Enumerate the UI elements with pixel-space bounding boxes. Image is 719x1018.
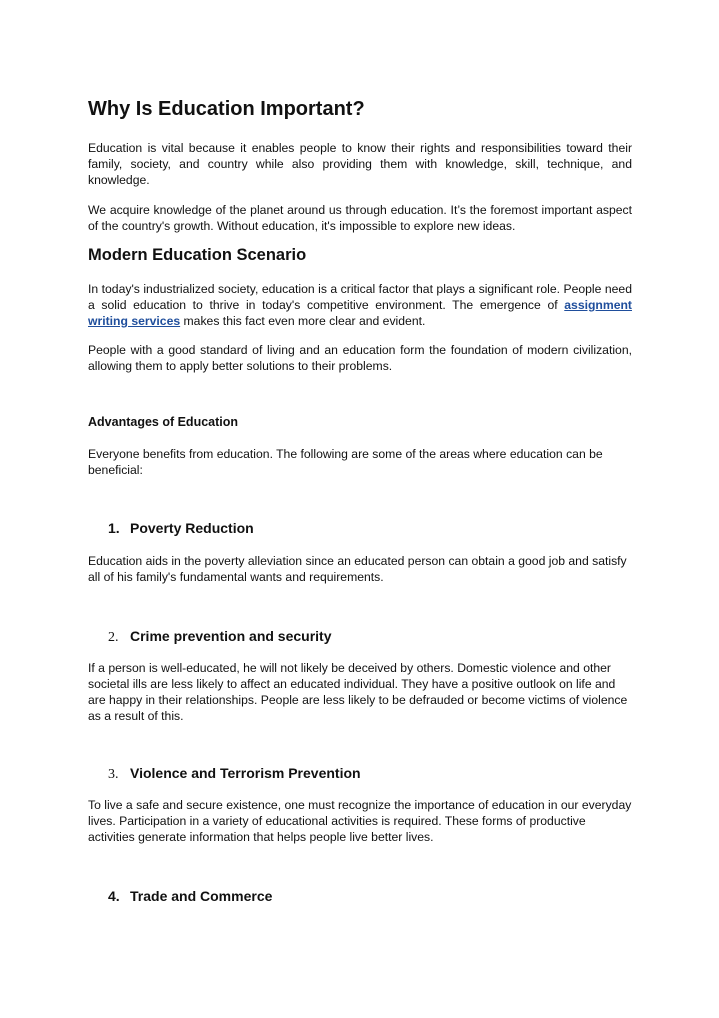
list-number-3: 3. — [108, 767, 119, 782]
modern-paragraph-2: People with a good standard of living and an education form the foundation of modern civilization, allowing them to apply better solutions to their problems. — [88, 343, 632, 373]
list-item-heading-2 — [108, 628, 332, 646]
list-title-3: Violence and Terrorism Prevention — [130, 765, 361, 781]
list-item-heading-3 — [108, 765, 361, 783]
list-item-heading-4 — [108, 888, 272, 904]
page-title: Why Is Education Important? — [88, 98, 365, 120]
intro-paragraph-2: We acquire knowledge of the planet around us through education. It’s the foremost important aspect of the country's growth. Without education, it's impossible to explore new ideas. — [88, 203, 632, 233]
modern-text-before: In today's industrialized society, education is a critical factor that plays a significant role. People need a solid education to thrive in today's competitive environment. The emergence of — [88, 282, 632, 312]
list-title-1: Poverty Reduction — [130, 520, 254, 536]
list-item-text-3: To live a safe and secure existence, one must recognize the importance of education in our everyday lives. Participation in a variety of educational activities is required. These forms of productive activities generate information that helps people live better lives. — [88, 798, 632, 844]
list-item-text-1: Education aids in the poverty alleviation since an educated person can obtain a good job and satisfy all of his family's fundamental wants and requirements. — [88, 554, 627, 584]
list-title-2: Crime prevention and security — [130, 628, 332, 644]
modern-paragraph-1 — [88, 281, 632, 329]
list-item-heading-1 — [108, 520, 254, 536]
modern-text-after: makes this fact even more clear and evident. — [180, 314, 426, 328]
advantages-paragraph: Everyone benefits from education. The following are some of the areas where education can be beneficial: — [88, 447, 603, 477]
list-item-text-2: If a person is well-educated, he will not likely be deceived by others. Domestic violence and other societal ills are less likely to affect an educated individual. They have a positive outlook on life and are happy in their relationships. People are less likely to be defrauded or become victims of violence as a result of this. — [88, 661, 628, 723]
list-number-2: 2. — [108, 630, 119, 645]
section-heading-advantages: Advantages of Education — [88, 415, 239, 429]
list-title-4: Trade and Commerce — [130, 888, 273, 904]
list-number-1: 1. — [108, 520, 120, 536]
section-heading-modern: Modern Education Scenario — [88, 246, 307, 264]
intro-paragraph-1: Education is vital because it enables people to know their rights and responsibilities toward their family, society, and country while also providing them with knowledge, skill, technique, and knowledge. — [88, 141, 632, 187]
assignment-writing-services-link[interactable]: assignment writing services — [88, 298, 632, 328]
list-number-4: 4. — [108, 888, 120, 904]
